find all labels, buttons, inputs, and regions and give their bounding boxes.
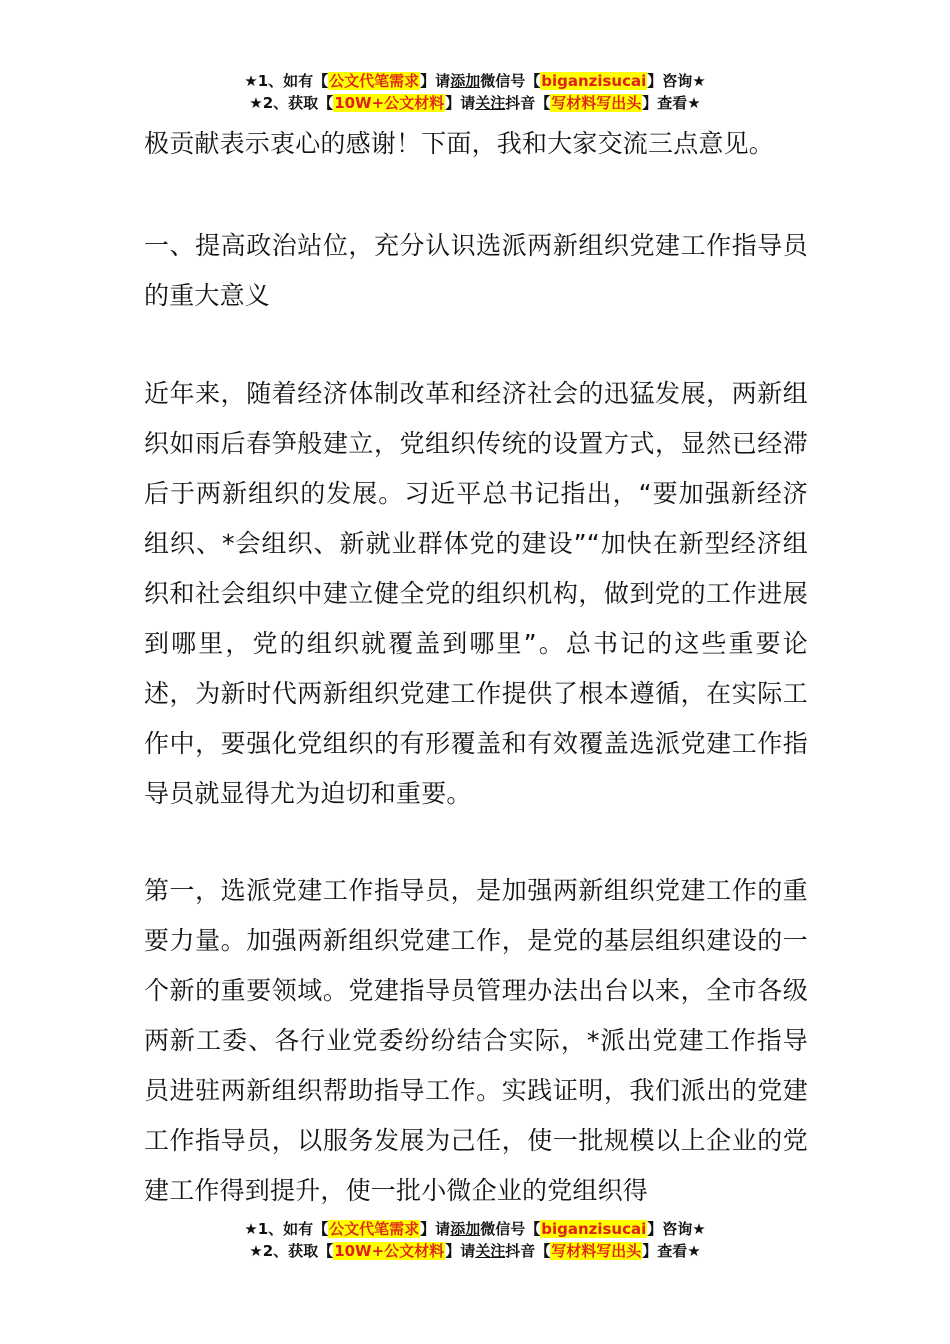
promo-text: 】查看★ bbox=[642, 94, 701, 112]
promo-footer bbox=[0, 1218, 950, 1262]
promo-highlight-douyin-account: 写材料写出头 bbox=[551, 1242, 642, 1260]
promo-line-1 bbox=[0, 1218, 950, 1240]
promo-highlight-wechat-id: biganzisucai bbox=[541, 72, 647, 90]
promo-text: 】咨询★ bbox=[647, 1220, 706, 1238]
promo-line-2 bbox=[0, 92, 950, 114]
promo-highlight-douyin-account: 写材料写出头 bbox=[551, 94, 642, 112]
promo-highlight-materials: 10W+公文材料 bbox=[334, 94, 445, 112]
promo-highlight-service: 公文代笔需求 bbox=[329, 72, 420, 90]
promo-text: 抖音【 bbox=[505, 1242, 551, 1260]
promo-text: 抖音【 bbox=[505, 94, 551, 112]
promo-line-1 bbox=[0, 70, 950, 92]
promo-text: ★1、如有【 bbox=[244, 1220, 329, 1238]
promo-header bbox=[0, 70, 950, 114]
promo-emphasis: 关注 bbox=[475, 1242, 506, 1260]
promo-text: ★1、如有【 bbox=[244, 72, 329, 90]
promo-text: 】咨询★ bbox=[647, 72, 706, 90]
promo-highlight-materials: 10W+公文材料 bbox=[334, 1242, 445, 1260]
promo-text: 微信号【 bbox=[480, 1220, 541, 1238]
promo-highlight-service: 公文代笔需求 bbox=[329, 1220, 420, 1238]
paragraph-background: 近年来，随着经济体制改革和经济社会的迅猛发展，两新组织如雨后春笋般建立，党组织传统的设置方式，显然已经滞后于两新组织的发展。习近平总书记指出，“要加强新经济组织、*会组织、新就业群体党的建设”“加快在新型经济组织和社会组织中建立健全党的组织机构，做到党的工作进展到哪里，党的组织就覆盖到哪里”。总书记的这些重要论述，为新时代两新组织党建工作提供了根本遵循，在实际工作中，要强化党组织的有形覆盖和有效覆盖选派党建工作指导员就显得尤为迫切和重要。 bbox=[144, 379, 808, 808]
promo-emphasis: 添加 bbox=[450, 1220, 481, 1238]
promo-text: 】请 bbox=[420, 72, 451, 90]
promo-text: ★2、获取【 bbox=[249, 94, 334, 112]
promo-emphasis: 添加 bbox=[450, 72, 481, 90]
promo-text: ★2、获取【 bbox=[249, 1242, 334, 1260]
promo-text: 】请 bbox=[445, 94, 476, 112]
promo-line-2 bbox=[0, 1240, 950, 1262]
promo-text: 】查看★ bbox=[642, 1242, 701, 1260]
promo-highlight-wechat-id: biganzisucai bbox=[541, 1220, 647, 1238]
section-heading-1: 一、提高政治站位，充分认识选派两新组织党建工作指导员的重大意义 bbox=[144, 231, 808, 310]
paragraph-thanks: 极贡献表示衷心的感谢！下面，我和大家交流三点意见。 bbox=[144, 129, 775, 158]
paragraph-first-point: 第一，选派党建工作指导员，是加强两新组织党建工作的重要力量。加强两新组织党建工作，是党的基层组织建设的一个新的重要领域。党建指导员管理办法出台以来，全市各级两新工委、各行业党委纷纷结合实际，*派出党建工作指导员进驻两新组织帮助指导工作。实践证明，我们派出的党建工作指导员，以服务发展为己任，使一批规模以上企业的党建工作得到提升，使一批小微企业的党组织得 bbox=[144, 876, 808, 1205]
promo-text: 】请 bbox=[445, 1242, 476, 1260]
promo-text: 微信号【 bbox=[480, 72, 541, 90]
promo-text: 】请 bbox=[420, 1220, 451, 1238]
promo-emphasis: 关注 bbox=[475, 94, 506, 112]
